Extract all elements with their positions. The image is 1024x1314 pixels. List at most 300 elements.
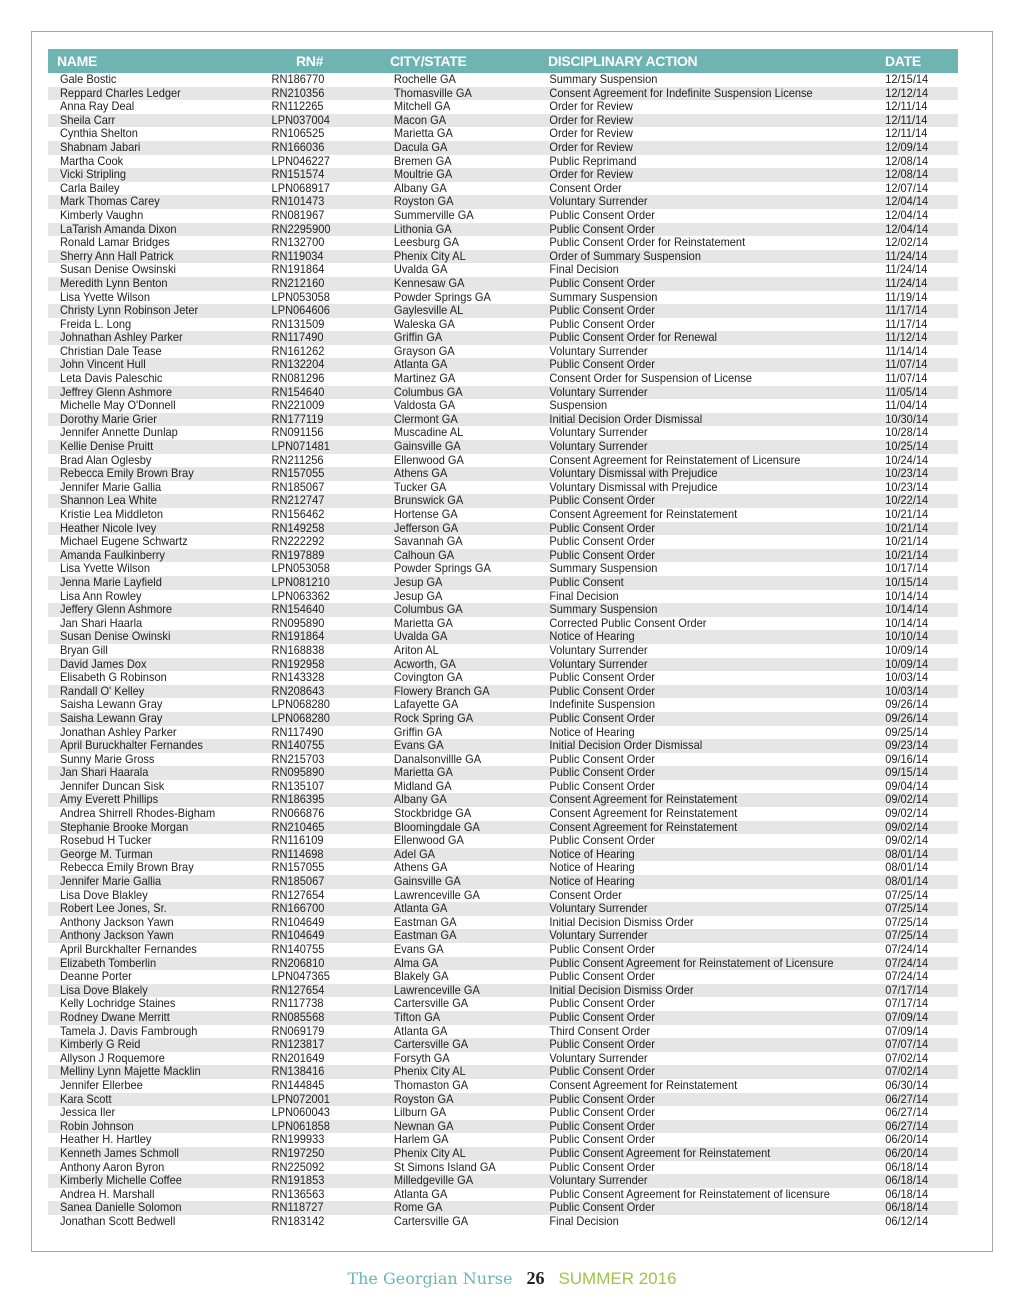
cell-rn: RN157055 bbox=[271, 466, 325, 481]
cell-city-state: Jesup GA bbox=[393, 574, 443, 589]
table-row bbox=[48, 1174, 958, 1188]
cell-name: Jennifer Duncan Sisk bbox=[59, 778, 165, 793]
table-row bbox=[48, 426, 958, 440]
cell-name: John Vincent Hull bbox=[59, 357, 146, 372]
issue-season: SUMMER 2016 bbox=[558, 1269, 677, 1288]
cell-date: 07/24/14 bbox=[885, 969, 929, 984]
table-row bbox=[48, 658, 958, 672]
cell-name: Jeffery Glenn Ashmore bbox=[59, 602, 173, 617]
cell-rn: RN225092 bbox=[271, 1159, 325, 1174]
cell-name: Amy Everett Phillips bbox=[59, 792, 159, 807]
cell-action: Final Decision bbox=[549, 588, 619, 603]
cell-city-state: Savannah GA bbox=[393, 534, 463, 549]
cell-rn: RN135107 bbox=[271, 778, 325, 793]
cell-action: Consent Order for Suspension of License bbox=[549, 371, 752, 386]
cell-city-state: Griffin GA bbox=[393, 724, 443, 739]
cell-date: 07/24/14 bbox=[885, 955, 929, 970]
cell-action: Final Decision bbox=[549, 1213, 619, 1228]
table-row bbox=[48, 1161, 958, 1175]
cell-city-state: Gainsville GA bbox=[393, 439, 461, 454]
cell-action: Notice of Hearing bbox=[549, 629, 635, 644]
table-row bbox=[48, 508, 958, 522]
cell-rn: RN069179 bbox=[271, 1023, 325, 1038]
cell-city-state: Muscadine AL bbox=[393, 425, 464, 440]
table-row bbox=[48, 943, 958, 957]
cell-name: Jonathan Scott Bedwell bbox=[59, 1213, 176, 1228]
table-row bbox=[48, 1025, 958, 1039]
cell-name: Reppard Charles Ledger bbox=[59, 85, 181, 100]
cell-name: Stephanie Brooke Morgan bbox=[59, 819, 189, 834]
cell-city-state: Summerville GA bbox=[393, 207, 474, 222]
cell-name: Deanne Porter bbox=[59, 969, 132, 984]
cell-action: Public Consent Order bbox=[549, 778, 655, 793]
cell-date: 09/02/14 bbox=[885, 792, 929, 807]
cell-action: Public Consent Order bbox=[549, 683, 655, 698]
cell-date: 11/24/14 bbox=[885, 248, 928, 263]
cell-name: Amanda Faulkinberry bbox=[59, 547, 165, 562]
cell-rn: RN2295900 bbox=[271, 221, 331, 236]
table-row bbox=[48, 494, 958, 508]
cell-date: 11/07/14 bbox=[885, 357, 928, 372]
cell-name: Heather Nicole Ivey bbox=[59, 520, 157, 535]
table-row bbox=[48, 304, 958, 318]
cell-action: Order for Review bbox=[549, 139, 633, 154]
cell-rn: RN066876 bbox=[271, 806, 325, 821]
cell-name: Kristie Lea Middleton bbox=[59, 507, 164, 521]
cell-rn: RN114698 bbox=[271, 846, 324, 861]
cell-city-state: Ellenwood GA bbox=[393, 452, 464, 467]
table-row bbox=[48, 997, 958, 1011]
cell-city-state: Evans GA bbox=[393, 942, 444, 956]
cell-action: Voluntary Surrender bbox=[549, 384, 648, 399]
cell-rn: RN156462 bbox=[271, 507, 325, 521]
cell-city-state: Rochelle GA bbox=[393, 72, 456, 86]
cell-action: Public Consent Order bbox=[549, 207, 655, 222]
cell-action: Public Consent Order bbox=[549, 1037, 655, 1052]
cell-date: 09/25/14 bbox=[885, 724, 929, 739]
cell-city-state: Columbus GA bbox=[393, 384, 463, 399]
cell-city-state: Tucker GA bbox=[393, 479, 447, 494]
cell-rn: RN210356 bbox=[271, 85, 325, 100]
cell-date: 10/03/14 bbox=[885, 670, 929, 685]
table-row bbox=[48, 100, 958, 114]
cell-rn: RN132700 bbox=[271, 235, 325, 250]
cell-action: Public Consent Order bbox=[549, 1064, 655, 1079]
cell-name: Cynthia Shelton bbox=[59, 126, 138, 141]
cell-action: Public Consent Order bbox=[549, 493, 655, 508]
cell-date: 07/09/14 bbox=[885, 1023, 929, 1038]
cell-action: Order for Review bbox=[549, 126, 633, 141]
cell-rn: RN136563 bbox=[271, 1186, 325, 1201]
cell-name: Jenna Marie Layfield bbox=[59, 574, 162, 589]
cell-name: Shabnam Jabari bbox=[59, 139, 141, 154]
cell-date: 07/25/14 bbox=[885, 901, 929, 916]
cell-name: Rebecca Emily Brown Bray bbox=[59, 466, 194, 481]
cell-city-state: Mitchell GA bbox=[393, 99, 451, 114]
cell-action: Public Consent Order bbox=[549, 942, 655, 956]
cell-rn: LPN047365 bbox=[271, 969, 330, 984]
cell-action: Public Consent Order bbox=[549, 751, 655, 766]
table-row bbox=[48, 481, 958, 495]
cell-action: Public Reprimand bbox=[549, 153, 637, 168]
cell-date: 10/28/14 bbox=[885, 425, 929, 440]
cell-rn: RN197889 bbox=[271, 547, 325, 562]
table-row bbox=[48, 929, 958, 943]
table-row bbox=[48, 236, 958, 250]
cell-action: Public Consent Order bbox=[549, 1105, 655, 1120]
table-row bbox=[48, 902, 958, 916]
header-name: NAME bbox=[57, 53, 98, 69]
cell-name: Martha Cook bbox=[59, 153, 124, 168]
cell-rn: RN106525 bbox=[271, 126, 325, 141]
table-row bbox=[48, 957, 958, 971]
cell-action: Consent Agreement for Reinstatement bbox=[549, 1077, 738, 1092]
cell-city-state: Eastman GA bbox=[393, 928, 457, 943]
cell-action: Initial Decision Dismiss Order bbox=[549, 982, 694, 997]
cell-rn: LPN068280 bbox=[271, 710, 330, 725]
cell-rn: RN211256 bbox=[271, 452, 324, 467]
cell-city-state: Phenix City AL bbox=[393, 1064, 466, 1079]
cell-date: 10/23/14 bbox=[885, 479, 929, 494]
table-row bbox=[48, 522, 958, 536]
cell-city-state: Bloomingdale GA bbox=[393, 819, 480, 834]
cell-name: Christy Lynn Robinson Jeter bbox=[59, 303, 199, 318]
cell-name: Saisha Lewann Gray bbox=[59, 710, 163, 725]
cell-action: Public Consent Agreement for Reinstatement of Licensure bbox=[549, 955, 834, 970]
cell-city-state: Albany GA bbox=[393, 792, 447, 807]
cell-rn: RN177119 bbox=[271, 411, 324, 426]
cell-rn: RN166700 bbox=[271, 901, 325, 916]
cell-date: 09/15/14 bbox=[885, 765, 929, 780]
table-row bbox=[48, 250, 958, 264]
table-row bbox=[48, 766, 958, 780]
table-row bbox=[48, 875, 958, 889]
cell-city-state: Royston GA bbox=[393, 194, 454, 209]
cell-city-state: Atlanta GA bbox=[393, 1023, 448, 1038]
cell-city-state: Athens GA bbox=[393, 466, 448, 481]
header-rn: RN# bbox=[296, 53, 324, 69]
cell-date: 08/01/14 bbox=[885, 860, 929, 875]
cell-action: Public Consent Order bbox=[549, 1009, 655, 1024]
cell-date: 06/18/14 bbox=[885, 1173, 929, 1188]
cell-city-state: St Simons Island GA bbox=[393, 1159, 496, 1174]
cell-city-state: Lafayette GA bbox=[393, 697, 459, 712]
cell-action: Public Consent Order bbox=[549, 1132, 655, 1147]
cell-action: Public Consent Order bbox=[549, 303, 655, 318]
cell-action: Voluntary Dismissal with Prejudice bbox=[549, 466, 718, 481]
cell-rn: RN212160 bbox=[271, 275, 325, 290]
cell-rn: RN212747 bbox=[271, 493, 325, 508]
cell-name: Rebecca Emily Brown Bray bbox=[59, 860, 194, 875]
table-row bbox=[48, 562, 958, 576]
cell-date: 12/04/14 bbox=[885, 194, 929, 209]
cell-name: Saisha Lewann Gray bbox=[59, 697, 163, 712]
cell-city-state: Acworth, GA bbox=[393, 656, 456, 671]
cell-name: Robin Johnson bbox=[59, 1118, 134, 1133]
cell-name: Jan Shari Haarala bbox=[59, 765, 149, 780]
cell-rn: RN116109 bbox=[271, 833, 324, 848]
cell-date: 11/12/14 bbox=[885, 330, 928, 345]
cell-city-state: Lawrenceville GA bbox=[393, 982, 480, 997]
cell-rn: RN127654 bbox=[271, 887, 325, 902]
cell-action: Public Consent bbox=[549, 574, 624, 589]
cell-city-state: Flowery Branch GA bbox=[393, 683, 490, 698]
cell-rn: RN101473 bbox=[271, 194, 325, 209]
cell-date: 10/14/14 bbox=[885, 588, 929, 603]
cell-action: Public Consent Order bbox=[549, 996, 655, 1011]
cell-rn: RN221009 bbox=[271, 398, 325, 413]
cell-rn: LPN068280 bbox=[271, 697, 330, 712]
table-row bbox=[48, 399, 958, 413]
cell-action: Order for Review bbox=[549, 112, 633, 127]
table-row bbox=[48, 916, 958, 930]
cell-name: David James Dox bbox=[59, 656, 147, 671]
cell-rn: RN201649 bbox=[271, 1050, 325, 1065]
cell-city-state: Martinez GA bbox=[393, 371, 456, 386]
cell-city-state: Calhoun GA bbox=[393, 547, 455, 562]
table-row bbox=[48, 386, 958, 400]
cell-action: Public Consent Order bbox=[549, 1118, 655, 1133]
table-row bbox=[48, 195, 958, 209]
cell-city-state: Kennesaw GA bbox=[393, 275, 465, 290]
cell-city-state: Marietta GA bbox=[393, 765, 453, 780]
cell-name: Michelle May O'Donnell bbox=[59, 398, 176, 413]
cell-date: 10/30/14 bbox=[885, 411, 929, 426]
cell-rn: RN091156 bbox=[271, 425, 324, 440]
cell-date: 07/25/14 bbox=[885, 887, 929, 902]
cell-city-state: Stockbridge GA bbox=[393, 806, 472, 821]
cell-date: 10/10/14 bbox=[885, 629, 929, 644]
cell-name: Elisabeth G Robinson bbox=[59, 670, 167, 685]
cell-name: Kenneth James Schmoll bbox=[59, 1145, 180, 1160]
cell-name: Jennifer Marie Gallia bbox=[59, 874, 162, 889]
table-row bbox=[48, 685, 958, 699]
table-row bbox=[48, 440, 958, 454]
cell-action: Initial Decision Order Dismissal bbox=[549, 738, 703, 753]
cell-name: Gale Bostic bbox=[59, 72, 117, 86]
table-row bbox=[48, 1093, 958, 1107]
cell-name: Freida L. Long bbox=[59, 316, 132, 331]
cell-action: Public Consent Order bbox=[549, 357, 655, 372]
cell-date: 09/26/14 bbox=[885, 697, 929, 712]
cell-rn: RN123817 bbox=[271, 1037, 325, 1052]
cell-rn: RN215703 bbox=[271, 751, 325, 766]
cell-rn: LPN081210 bbox=[271, 574, 330, 589]
cell-date: 07/25/14 bbox=[885, 914, 929, 929]
table-row bbox=[48, 291, 958, 305]
cell-city-state: Royston GA bbox=[393, 1091, 454, 1106]
cell-date: 07/02/14 bbox=[885, 1050, 929, 1065]
cell-city-state: Rome GA bbox=[393, 1200, 443, 1215]
cell-rn: RN140755 bbox=[271, 738, 325, 753]
cell-date: 10/14/14 bbox=[885, 615, 929, 630]
cell-city-state: Midland GA bbox=[393, 778, 452, 793]
cell-rn: RN095890 bbox=[271, 615, 325, 630]
cell-name: Sanea Danielle Solomon bbox=[59, 1200, 182, 1215]
cell-name: Leta Davis Paleschic bbox=[59, 371, 163, 386]
cell-rn: RN157055 bbox=[271, 860, 325, 875]
magazine-title: The Georgian Nurse bbox=[347, 1269, 513, 1288]
table-row bbox=[48, 549, 958, 563]
cell-name: Sheila Carr bbox=[59, 112, 116, 127]
cell-action: Voluntary Surrender bbox=[549, 642, 648, 657]
cell-rn: RN185067 bbox=[271, 874, 325, 889]
header-disciplinary-action: DISCIPLINARY ACTION bbox=[548, 53, 698, 69]
cell-rn: RN112265 bbox=[271, 99, 324, 114]
cell-rn: RN117490 bbox=[271, 724, 324, 739]
table-body bbox=[48, 73, 958, 1228]
cell-action: Notice of Hearing bbox=[549, 860, 635, 875]
cell-action: Public Consent Order bbox=[549, 710, 655, 725]
cell-date: 10/24/14 bbox=[885, 452, 929, 467]
table-row bbox=[48, 576, 958, 590]
table-row bbox=[48, 807, 958, 821]
cell-name: Kelly Lochridge Staines bbox=[59, 996, 176, 1011]
cell-city-state: Dacula GA bbox=[393, 139, 448, 154]
table-row bbox=[48, 358, 958, 372]
table-row bbox=[48, 1215, 958, 1229]
cell-rn: RN143328 bbox=[271, 670, 325, 685]
cell-city-state: Ellenwood GA bbox=[393, 833, 464, 848]
cell-city-state: Cartersville GA bbox=[393, 1213, 469, 1228]
cell-rn: RN192958 bbox=[271, 656, 325, 671]
cell-name: Jennifer Ellerbee bbox=[59, 1077, 143, 1092]
cell-date: 11/05/14 bbox=[885, 384, 928, 399]
cell-city-state: Lithonia GA bbox=[393, 221, 452, 236]
cell-city-state: Albany GA bbox=[393, 180, 447, 195]
cell-rn: RN154640 bbox=[271, 384, 325, 399]
cell-name: Jeffrey Glenn Ashmore bbox=[59, 384, 173, 399]
table-row bbox=[48, 155, 958, 169]
cell-rn: RN186395 bbox=[271, 792, 325, 807]
cell-rn: RN206810 bbox=[271, 955, 325, 970]
disciplinary-table bbox=[48, 49, 958, 1228]
cell-date: 10/22/14 bbox=[885, 493, 929, 508]
cell-city-state: Cartersville GA bbox=[393, 996, 469, 1011]
cell-date: 12/11/14 bbox=[885, 126, 928, 141]
cell-action: Consent Agreement for Reinstatement bbox=[549, 819, 738, 834]
table-row bbox=[48, 1188, 958, 1202]
cell-name: Anna Ray Deal bbox=[59, 99, 135, 114]
cell-date: 11/14/14 bbox=[885, 343, 928, 358]
cell-name: Christian Dale Tease bbox=[59, 343, 162, 358]
table-row bbox=[48, 535, 958, 549]
cell-action: Public Consent Order bbox=[549, 1159, 655, 1174]
cell-rn: RN104649 bbox=[271, 928, 325, 943]
cell-rn: RN222292 bbox=[271, 534, 325, 549]
cell-action: Consent Order bbox=[549, 180, 622, 195]
cell-name: Rodney Dwane Merritt bbox=[59, 1009, 170, 1024]
cell-rn: RN166036 bbox=[271, 139, 325, 154]
cell-action: Public Consent Agreement for Reinstatement of licensure bbox=[549, 1186, 830, 1201]
cell-action: Voluntary Surrender bbox=[549, 425, 648, 440]
cell-action: Final Decision bbox=[549, 262, 619, 277]
cell-name: Andrea H. Marshall bbox=[59, 1186, 155, 1201]
cell-city-state: Columbus GA bbox=[393, 602, 463, 617]
table-row bbox=[48, 644, 958, 658]
cell-city-state: Harlem GA bbox=[393, 1132, 449, 1147]
cell-action: Order for Review bbox=[549, 167, 633, 182]
cell-city-state: Atlanta GA bbox=[393, 357, 448, 372]
cell-date: 09/02/14 bbox=[885, 833, 929, 848]
cell-action: Voluntary Surrender bbox=[549, 1173, 648, 1188]
cell-name: Ronald Lamar Bridges bbox=[59, 235, 170, 250]
cell-name: Robert Lee Jones, Sr. bbox=[59, 901, 167, 916]
cell-city-state: Uvalda GA bbox=[393, 629, 448, 644]
cell-action: Public Consent Order bbox=[549, 520, 655, 535]
cell-rn: RN104649 bbox=[271, 914, 325, 929]
cell-name: Melliny Lynn Majette Macklin bbox=[59, 1064, 201, 1079]
table-row bbox=[48, 277, 958, 291]
table-row bbox=[48, 1120, 958, 1134]
table-row bbox=[48, 889, 958, 903]
cell-name: Lisa Dove Blakley bbox=[59, 887, 148, 902]
cell-action: Public Consent Order bbox=[549, 670, 655, 685]
cell-action: Indefinite Suspension bbox=[549, 697, 655, 712]
cell-date: 12/11/14 bbox=[885, 112, 928, 127]
cell-rn: LPN046227 bbox=[271, 153, 330, 168]
cell-city-state: Blakely GA bbox=[393, 969, 449, 984]
cell-action: Consent Agreement for Reinstatement bbox=[549, 792, 738, 807]
cell-action: Voluntary Surrender bbox=[549, 194, 648, 209]
cell-name: Lisa Yvette Wilson bbox=[59, 561, 150, 576]
cell-date: 10/21/14 bbox=[885, 547, 929, 562]
cell-city-state: Leesburg GA bbox=[393, 235, 459, 250]
page-number: 26 bbox=[526, 1268, 545, 1288]
cell-rn: RN140755 bbox=[271, 942, 325, 956]
cell-action: Voluntary Dismissal with Prejudice bbox=[549, 479, 718, 494]
table-row bbox=[48, 793, 958, 807]
table-row bbox=[48, 590, 958, 604]
cell-city-state: Marietta GA bbox=[393, 615, 453, 630]
cell-name: Tamela J. Davis Fambrough bbox=[59, 1023, 198, 1038]
cell-name: Susan Denise Owsinski bbox=[59, 262, 176, 277]
cell-rn: RN118727 bbox=[271, 1200, 324, 1215]
cell-city-state: Macon GA bbox=[393, 112, 447, 127]
cell-date: 10/25/14 bbox=[885, 439, 929, 454]
cell-date: 12/11/14 bbox=[885, 99, 928, 114]
cell-city-state: Milledgeville GA bbox=[393, 1173, 474, 1188]
cell-city-state: Eastman GA bbox=[393, 914, 457, 929]
table-row bbox=[48, 127, 958, 141]
cell-name: Kimberly Michelle Coffee bbox=[59, 1173, 182, 1188]
cell-rn: LPN072001 bbox=[271, 1091, 330, 1106]
cell-name: April Burckhalter Fernandes bbox=[59, 942, 197, 956]
table-row bbox=[48, 821, 958, 835]
cell-action: Notice of Hearing bbox=[549, 846, 635, 861]
cell-name: Jennifer Annette Dunlap bbox=[59, 425, 178, 440]
cell-rn: LPN060043 bbox=[271, 1105, 330, 1120]
cell-name: Sunny Marie Gross bbox=[59, 751, 155, 766]
cell-city-state: Tifton GA bbox=[393, 1009, 441, 1024]
cell-date: 09/23/14 bbox=[885, 738, 929, 753]
table-row bbox=[48, 1038, 958, 1052]
cell-date: 07/09/14 bbox=[885, 1009, 929, 1024]
cell-action: Public Consent Order for Renewal bbox=[549, 330, 717, 345]
cell-action: Order for Review bbox=[549, 99, 633, 114]
cell-city-state: Waleska GA bbox=[393, 316, 455, 331]
cell-date: 06/27/14 bbox=[885, 1105, 929, 1120]
cell-rn: LPN068917 bbox=[271, 180, 330, 195]
cell-date: 08/01/14 bbox=[885, 874, 929, 889]
cell-name: Anthony Aaron Byron bbox=[59, 1159, 165, 1174]
cell-action: Voluntary Surrender bbox=[549, 901, 648, 916]
table-row bbox=[48, 182, 958, 196]
table-row bbox=[48, 603, 958, 617]
cell-name: Anthony Jackson Yawn bbox=[59, 928, 174, 943]
cell-action: Consent Order bbox=[549, 887, 622, 902]
cell-city-state: Bremen GA bbox=[393, 153, 452, 168]
